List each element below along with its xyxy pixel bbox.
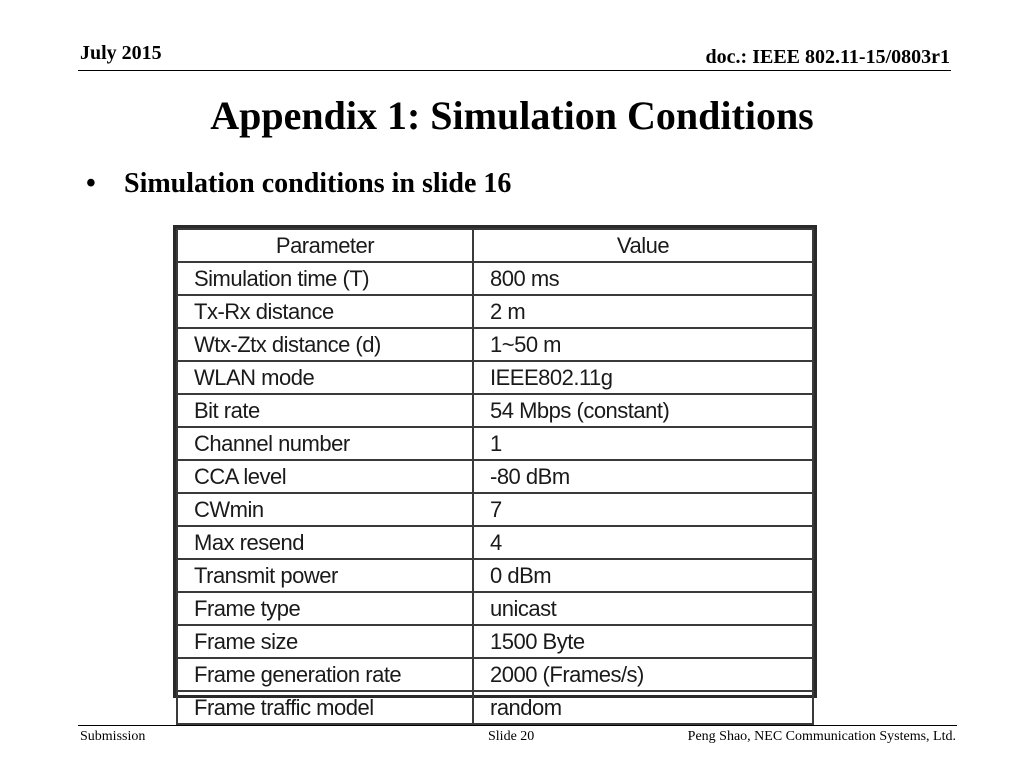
parameter-cell: Simulation time (T) xyxy=(177,262,473,295)
simulation-table xyxy=(173,225,817,720)
table-row xyxy=(177,328,813,361)
parameter-cell: CWmin xyxy=(177,493,473,526)
value-cell: random xyxy=(473,691,813,724)
header-rule xyxy=(78,70,951,71)
value-cell: IEEE802.11g xyxy=(473,361,813,394)
table-row xyxy=(177,559,813,592)
table-row xyxy=(177,526,813,559)
header-value: Value xyxy=(473,229,813,262)
value-cell: 2000 (Frames/s) xyxy=(473,658,813,691)
table-header-row xyxy=(177,229,813,262)
value-cell: 7 xyxy=(473,493,813,526)
bullet-marker: • xyxy=(86,168,96,199)
table-row xyxy=(177,394,813,427)
table-row xyxy=(177,625,813,658)
value-cell: 54 Mbps (constant) xyxy=(473,394,813,427)
parameter-cell: Frame generation rate xyxy=(177,658,473,691)
table-row xyxy=(177,427,813,460)
value-cell: 800 ms xyxy=(473,262,813,295)
parameter-cell: Bit rate xyxy=(177,394,473,427)
table-row xyxy=(177,460,813,493)
parameter-cell: WLAN mode xyxy=(177,361,473,394)
parameter-cell: Tx-Rx distance xyxy=(177,295,473,328)
value-cell: unicast xyxy=(473,592,813,625)
table-row xyxy=(177,592,813,625)
footer-submission: Submission xyxy=(80,729,146,744)
value-cell: 1500 Byte xyxy=(473,625,813,658)
bullet-text: Simulation conditions in slide 16 xyxy=(124,168,512,199)
header-date: July 2015 xyxy=(80,42,162,64)
table-row xyxy=(177,361,813,394)
parameter-cell: Channel number xyxy=(177,427,473,460)
value-cell: -80 dBm xyxy=(473,460,813,493)
bullet-item xyxy=(86,168,511,200)
footer-rule xyxy=(78,725,957,726)
header-doc-id: doc.: IEEE 802.11-15/0803r1 xyxy=(705,46,950,68)
parameter-cell: Wtx-Ztx distance (d) xyxy=(177,328,473,361)
table-row xyxy=(177,658,813,691)
value-cell: 1~50 m xyxy=(473,328,813,361)
parameter-cell: Frame traffic model xyxy=(177,691,473,724)
footer-slide-number: Slide 20 xyxy=(488,729,535,744)
table-row xyxy=(177,691,813,724)
header-parameter: Parameter xyxy=(177,229,473,262)
value-cell: 2 m xyxy=(473,295,813,328)
parameter-cell: Transmit power xyxy=(177,559,473,592)
parameter-cell: Max resend xyxy=(177,526,473,559)
table-row xyxy=(177,262,813,295)
parameter-cell: Frame type xyxy=(177,592,473,625)
value-cell: 1 xyxy=(473,427,813,460)
table-row xyxy=(177,493,813,526)
parameter-cell: Frame size xyxy=(177,625,473,658)
parameter-table xyxy=(176,228,814,725)
value-cell: 0 dBm xyxy=(473,559,813,592)
table-row xyxy=(177,295,813,328)
slide-title: Appendix 1: Simulation Conditions xyxy=(210,93,814,138)
footer-author: Peng Shao, NEC Communication Systems, Ltd. xyxy=(687,729,956,744)
parameter-cell: CCA level xyxy=(177,460,473,493)
value-cell: 4 xyxy=(473,526,813,559)
